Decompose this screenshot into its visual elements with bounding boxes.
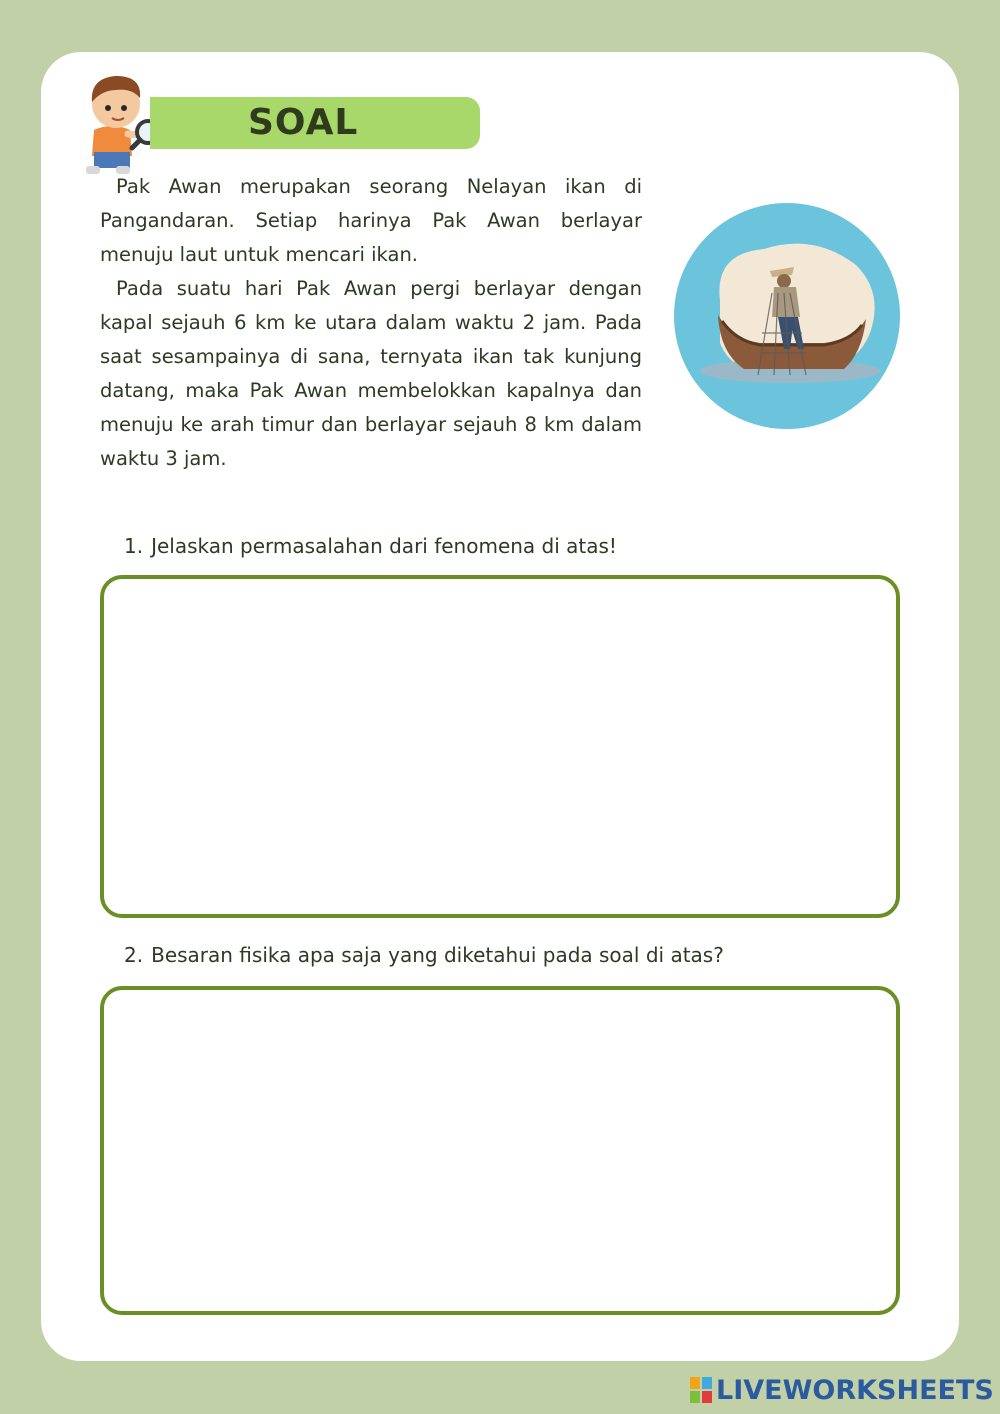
liveworksheets-logo-icon: [690, 1377, 712, 1403]
answer-input-1[interactable]: [104, 579, 896, 914]
fisherman-boat-illustration: [674, 203, 900, 429]
question-text: Besaran fisika apa saja yang diketahui pada soal di atas?: [151, 943, 724, 967]
page-title: SOAL: [248, 102, 359, 143]
brand-text: LIVEWORKSHEETS: [716, 1374, 994, 1406]
story-paragraph: Pada suatu hari Pak Awan pergi berlayar dengan kapal sejauh 6 km ke utara dalam waktu 2 jam. Pada saat sesampainya di sana, ternyata ikan tak kunjung datang, maka Pak Awan membelokkan kapalnya dan menuju ke arah timur dan berlayar sejauh 8 km dalam waktu 3 jam.: [100, 277, 642, 470]
answer-box-1[interactable]: [100, 575, 900, 918]
question-text: Jelaskan permasalahan dari fenomena di atas!: [151, 534, 617, 558]
question-number: 1.: [124, 534, 144, 558]
story-text: [100, 170, 642, 476]
liveworksheets-brand: [690, 1372, 994, 1408]
answer-input-2[interactable]: [104, 990, 896, 1311]
question-1: [124, 534, 617, 558]
answer-box-2[interactable]: [100, 986, 900, 1315]
question-number: 2.: [124, 943, 144, 967]
question-2: [124, 943, 724, 967]
story-paragraph: Pak Awan merupakan seorang Nelayan ikan di Pangandaran. Setiap harinya Pak Awan berlayar menuju laut untuk mencari ikan.: [100, 175, 642, 266]
